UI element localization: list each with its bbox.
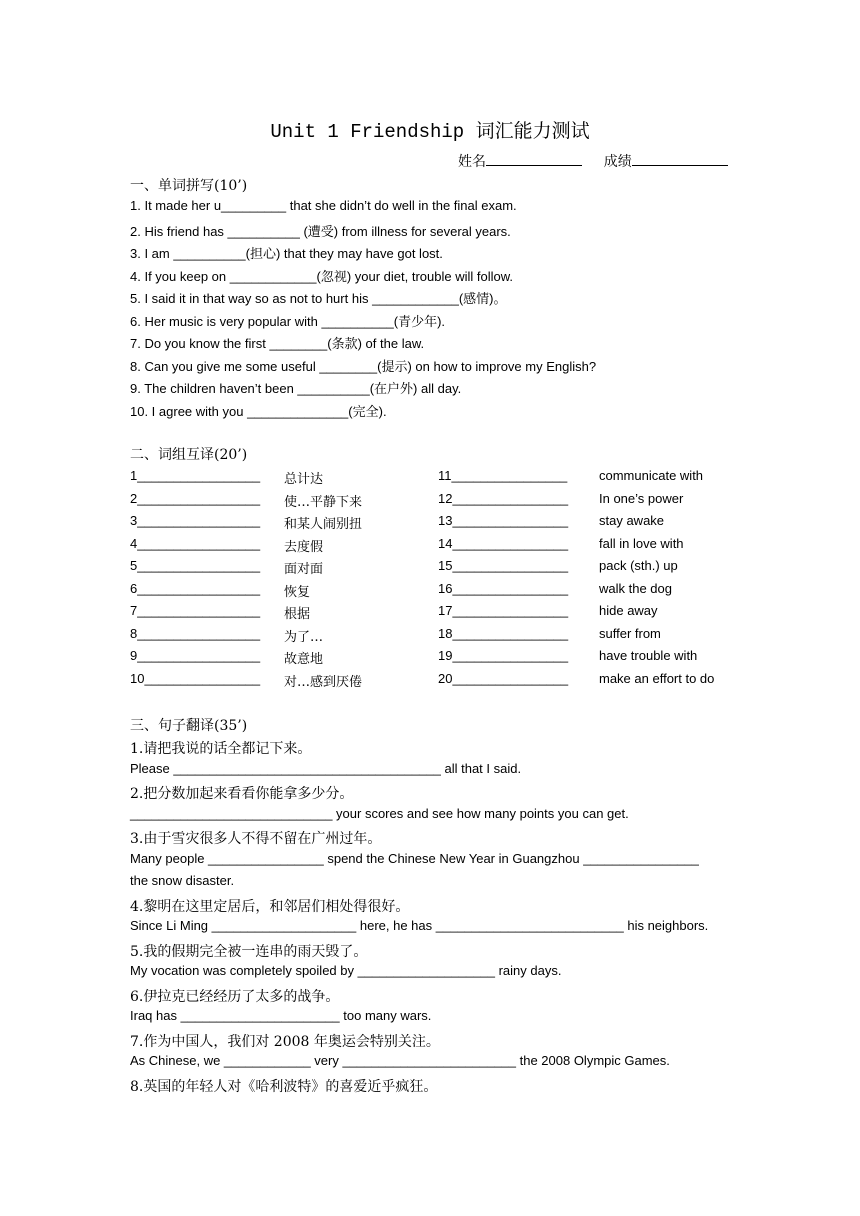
translation-answer-line[interactable]: Iraq has ______________________ too many wars. bbox=[130, 1008, 432, 1023]
phrase-row bbox=[0, 491, 860, 513]
translation-prompt: 8.英国的年轻人对《哈利波特》的喜爱近乎疯狂。 bbox=[130, 1078, 438, 1095]
translation-prompt: 6.伊拉克已经经历了太多的战争。 bbox=[130, 988, 340, 1005]
phrase-english: communicate with bbox=[599, 468, 704, 483]
spelling-item: 1. It made her u_________ that she didn’t do well in the final exam. bbox=[130, 198, 517, 213]
phrase-blank-left[interactable]: 9_________________ bbox=[130, 648, 261, 663]
phrase-chinese: 对…感到厌倦 bbox=[284, 674, 363, 690]
phrase-blank-left[interactable]: 8_________________ bbox=[130, 625, 261, 641]
score-label: 成绩 bbox=[603, 154, 632, 170]
phrase-blank-left[interactable]: 1_________________ bbox=[130, 468, 261, 483]
phrase-english: hide away bbox=[599, 603, 658, 618]
phrase-english: walk the dog bbox=[599, 580, 672, 596]
spelling-item: 4. If you keep on ____________(忽视) your diet, trouble will follow. bbox=[130, 268, 514, 284]
translation-prompt: 1.请把我说的话全都记下来。 bbox=[130, 741, 312, 757]
phrase-blank-right[interactable]: 17________________ bbox=[438, 603, 569, 618]
phrase-blank-left[interactable]: 5_________________ bbox=[130, 558, 261, 573]
name-score-bar bbox=[458, 151, 728, 171]
spelling-item: 3. I am __________(担心) that they may have got lost. bbox=[130, 246, 443, 261]
name-label: 姓名 bbox=[458, 154, 486, 170]
phrase-blank-left[interactable]: 2_________________ bbox=[130, 490, 261, 506]
phrase-chinese: 去度假 bbox=[284, 539, 324, 555]
phrase-chinese: 和某人闹别扭 bbox=[284, 517, 363, 532]
phrase-english: pack (sth.) up bbox=[599, 558, 678, 573]
phrase-chinese: 为了… bbox=[284, 629, 324, 645]
phrase-row bbox=[0, 513, 860, 535]
spelling-item: 7. Do you know the first ________(条款) of the law. bbox=[130, 336, 425, 351]
translation-answer-line[interactable]: Please _____________________________________ all that I said. bbox=[130, 760, 522, 776]
spelling-item: 8. Can you give me some useful ________(提示) on how to improve my English? bbox=[130, 358, 597, 374]
translation-prompt: 5.我的假期完全被一连串的雨天毁了。 bbox=[130, 943, 368, 960]
phrase-blank-right[interactable]: 12________________ bbox=[438, 490, 569, 506]
spelling-item: 9. The children haven’t been __________(在户外) all day. bbox=[130, 381, 462, 396]
spelling-item: 2. His friend has __________ (遭受) from illness for several years. bbox=[130, 223, 511, 239]
phrase-row bbox=[0, 581, 860, 603]
phrase-chinese: 总计达 bbox=[284, 472, 324, 487]
phrase-blank-right[interactable]: 13________________ bbox=[438, 513, 569, 528]
translation-prompt: 2.把分数加起来看看你能拿多少分。 bbox=[130, 786, 354, 802]
phrase-blank-left[interactable]: 10________________ bbox=[130, 670, 261, 686]
phrase-blank-left[interactable]: 6_________________ bbox=[130, 580, 261, 596]
name-blank[interactable] bbox=[486, 153, 582, 166]
phrase-row bbox=[0, 626, 860, 648]
phrase-blank-right[interactable]: 20________________ bbox=[438, 670, 569, 686]
translation-prompt: 4.黎明在这里定居后，和邻居们相处得很好。 bbox=[130, 898, 410, 915]
phrase-chinese: 面对面 bbox=[284, 562, 324, 577]
phrase-chinese: 恢复 bbox=[284, 584, 311, 600]
phrase-row bbox=[0, 468, 860, 490]
phrase-english: have trouble with bbox=[599, 648, 698, 663]
phrase-blank-left[interactable]: 4_________________ bbox=[130, 535, 261, 551]
phrase-chinese: 故意地 bbox=[284, 652, 324, 667]
phrase-row bbox=[0, 558, 860, 580]
score-blank[interactable] bbox=[632, 153, 728, 166]
translation-answer-line[interactable]: As Chinese, we ____________ very ________________________ the 2008 Olympic Games. bbox=[130, 1053, 670, 1068]
translation-answer-line[interactable]: the snow disaster. bbox=[130, 873, 235, 888]
phrase-chinese: 根据 bbox=[284, 607, 311, 622]
phrase-row bbox=[0, 671, 860, 693]
phrase-english: make an effort to do bbox=[599, 670, 715, 686]
phrase-blank-left[interactable]: 7_________________ bbox=[130, 603, 261, 618]
translation-answer-line[interactable]: Since Li Ming ____________________ here, he has __________________________ his neighbors. bbox=[130, 918, 709, 933]
section3-heading: 三、句子翻译(35’) bbox=[130, 718, 248, 734]
phrase-english: In one’s power bbox=[599, 490, 684, 506]
translation-prompt: 7.作为中国人，我们对 2008 年奥运会特别关注。 bbox=[130, 1033, 440, 1050]
section1-heading: 一、单词拼写(10’) bbox=[130, 178, 248, 194]
phrase-english: fall in love with bbox=[599, 535, 684, 551]
phrase-blank-right[interactable]: 11________________ bbox=[438, 468, 568, 483]
translation-answer-line[interactable]: My vocation was completely spoiled by ___________________ rainy days. bbox=[130, 963, 562, 978]
phrase-blank-right[interactable]: 15________________ bbox=[438, 558, 569, 573]
spelling-item: 10. I agree with you ______________(完全). bbox=[130, 403, 387, 419]
translation-prompt: 3.由于雪灾很多人不得不留在广州过年。 bbox=[130, 831, 382, 847]
spelling-item: 6. Her music is very popular with __________(青少年). bbox=[130, 313, 446, 329]
phrase-row bbox=[0, 648, 860, 670]
phrase-chinese: 使…平静下来 bbox=[284, 494, 363, 510]
phrase-english: stay awake bbox=[599, 513, 665, 528]
phrase-blank-left[interactable]: 3_________________ bbox=[130, 513, 261, 528]
translation-answer-line[interactable]: ____________________________ your scores and see how many points you can get. bbox=[130, 805, 629, 821]
phrase-blank-right[interactable]: 19________________ bbox=[438, 648, 569, 663]
phrase-blank-right[interactable]: 18________________ bbox=[438, 625, 569, 641]
phrase-row bbox=[0, 536, 860, 558]
spelling-item: 5. I said it in that way so as not to hurt his ____________(感情)。 bbox=[130, 291, 507, 306]
phrase-english: suffer from bbox=[599, 625, 661, 641]
page-title: Unit 1 Friendship 词汇能力测试 bbox=[270, 121, 590, 143]
phrase-blank-right[interactable]: 14________________ bbox=[438, 535, 569, 551]
phrase-blank-right[interactable]: 16________________ bbox=[438, 580, 569, 596]
phrase-row bbox=[0, 603, 860, 625]
section2-heading: 二、词组互译(20’) bbox=[130, 447, 248, 463]
translation-answer-line[interactable]: Many people ________________ spend the Chinese New Year in Guangzhou ________________ bbox=[130, 850, 699, 866]
